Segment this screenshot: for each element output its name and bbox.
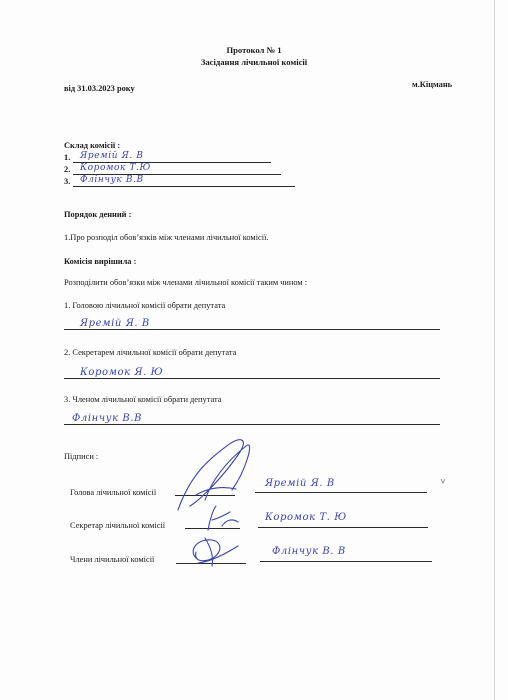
decision-heading: Комісія вирішила : <box>64 257 137 266</box>
member-number: 1. <box>64 153 71 162</box>
signature-role: Члени лічильної комісії <box>70 555 155 564</box>
decision-item-value: Яремій Я. В <box>80 318 150 329</box>
decision-item-value: Коромок Я. Ю <box>80 367 164 378</box>
signatures-heading: Підписи : <box>64 452 99 461</box>
signature-role: Секретар лічильної комісії <box>70 521 166 530</box>
document-date: від 31.03.2023 року <box>64 84 135 93</box>
member-name: Яремій Я. В <box>80 151 144 161</box>
document-place: м.Кіцмань <box>412 80 453 89</box>
decision-intro: Розподілити обов’язки між членами лічильної комісії таким чином : <box>64 278 308 287</box>
document-title: Протокол № 1 <box>226 45 282 55</box>
decision-item-text: 3. Членом лічильної комісії обрати депутата <box>64 395 222 404</box>
decision-item-text: 2. Секретарем лічильної комісії обрати депутата <box>64 348 237 357</box>
signature-name: Флінчук В. В <box>272 546 346 557</box>
member-name: Флінчук В.В <box>80 175 144 185</box>
member-number: 3. <box>64 177 71 186</box>
member-name: Коромок Т.Ю <box>80 163 151 173</box>
signature-name: Яремій Я. В <box>265 478 335 489</box>
agenda-item: 1.Про розподіл обов’язків між членами лічильної комісії. <box>64 233 269 242</box>
document-subtitle: Засідання лічильної комісії <box>200 57 308 67</box>
signature-role: Голова лічильної комісії <box>70 488 157 497</box>
commission-heading: Склад комісії : <box>64 141 121 150</box>
member-number: 2. <box>64 165 71 174</box>
signature-name: Коромок Т. Ю <box>265 512 347 523</box>
decision-item-value: Флінчук В.В <box>72 413 143 424</box>
decision-item-text: 1. Головою лічильної комісії обрати депутата <box>64 301 226 310</box>
agenda-heading: Порядок денний : <box>64 210 132 219</box>
